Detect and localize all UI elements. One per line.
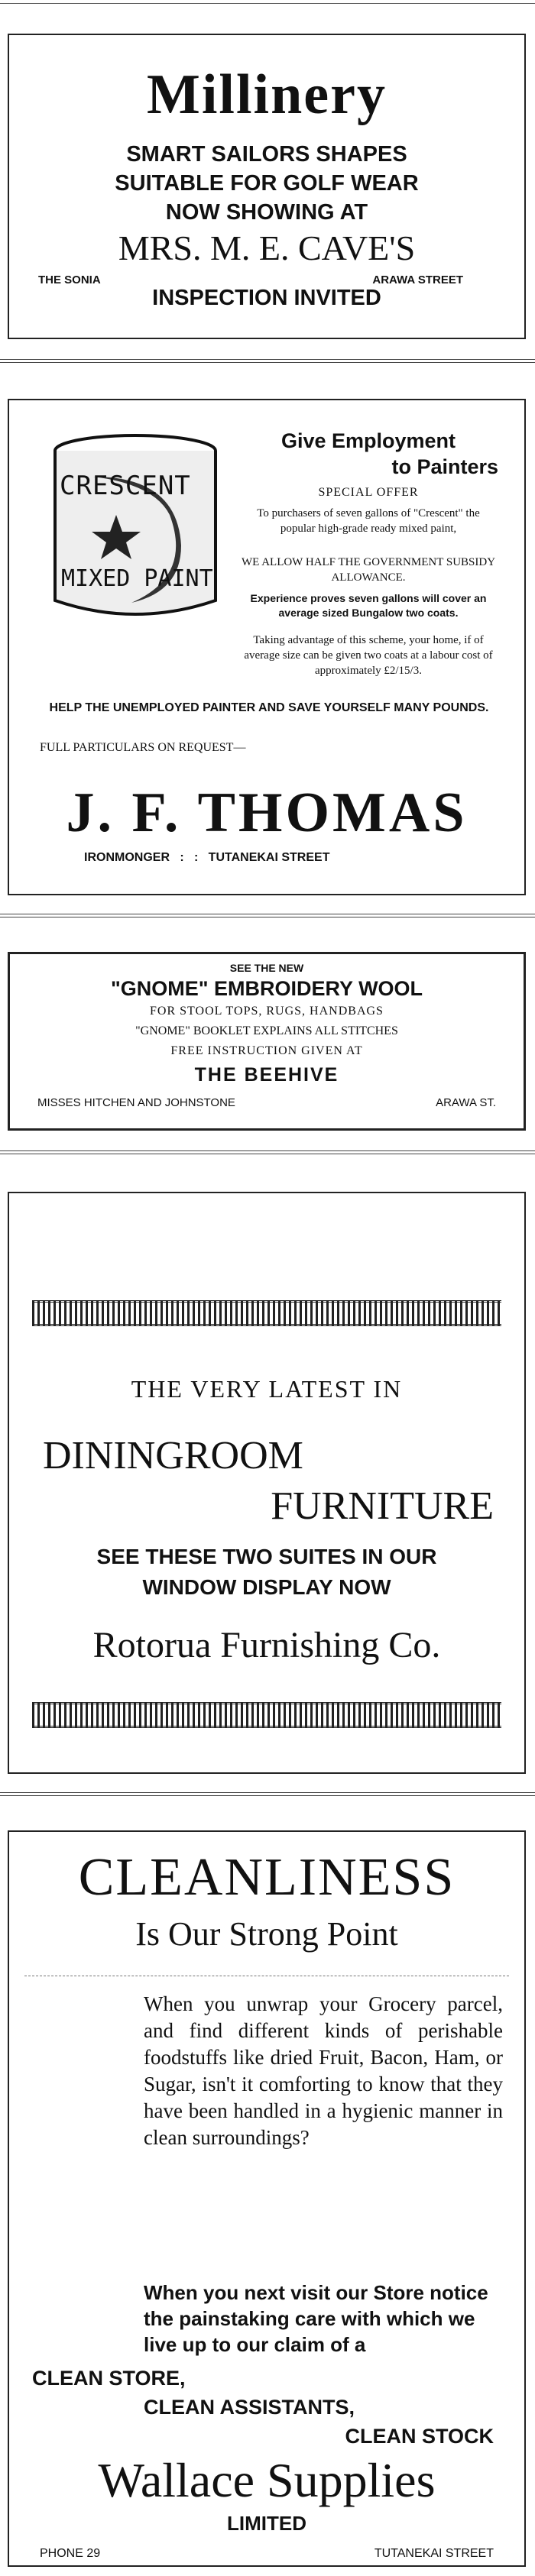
claim-2: CLEAN ASSISTANTS, xyxy=(144,2396,355,2419)
ad-line: FOR STOOL TOPS, RUGS, HANDBAGS xyxy=(150,1005,384,1018)
paint-ad xyxy=(8,399,526,895)
trade-line: IRONMONGER : : TUTANEKAI STREET xyxy=(84,851,330,864)
decorative-border-bottom xyxy=(32,1702,501,1728)
paint-can-image xyxy=(47,431,223,622)
offer-text: Experience proves seven gallons will cover an average sized Bungalow two coats. xyxy=(250,592,487,619)
top-rule xyxy=(0,3,535,4)
grocery-ad xyxy=(8,1830,526,2567)
separator xyxy=(0,359,535,363)
ad-title: Millinery xyxy=(147,63,387,126)
ad-line: SEE THE NEW xyxy=(229,962,304,974)
ad-line: WINDOW DISPLAY NOW xyxy=(142,1575,391,1599)
shop-name: THE BEEHIVE xyxy=(194,1064,339,1086)
millinery-ad xyxy=(8,34,526,339)
left-note: THE SONIA xyxy=(38,273,101,286)
separator xyxy=(0,1150,535,1154)
decorative-border-top xyxy=(32,1300,501,1326)
offer-text: WE ALLOW HALF THE GOVERNMENT SUBSIDY ALLOWANCE. xyxy=(241,556,496,584)
claim-text: When you next visit our Store notice the painstaking care with which we live up to our claim of a xyxy=(144,2281,488,2356)
ad-footer: INSPECTION INVITED xyxy=(152,286,381,310)
ad-line: SMART SAILORS SHAPES xyxy=(126,142,407,167)
shop-name: MRS. M. E. CAVE'S xyxy=(118,228,416,267)
street: TUTANEKAI STREET xyxy=(374,2547,494,2560)
offer-label: SPECIAL OFFER xyxy=(318,486,419,499)
ad-line: SUITABLE FOR GOLF WEAR xyxy=(115,171,419,196)
ad-line: FREE INSTRUCTION GIVEN AT xyxy=(170,1044,363,1057)
firm-suffix: LIMITED xyxy=(227,2512,306,2535)
phone: PHONE 29 xyxy=(40,2547,101,2560)
ad-headline: FURNITURE xyxy=(271,1484,494,1528)
claim-3: CLEAN STOCK xyxy=(345,2425,494,2448)
ad-line: "GNOME" BOOKLET EXPLAINS ALL STITCHES xyxy=(135,1024,398,1037)
street: ARAWA ST. xyxy=(436,1096,496,1109)
firm-name: Rotorua Furnishing Co. xyxy=(92,1625,441,1665)
separator xyxy=(0,1792,535,1796)
firm-name: J. F. THOMAS xyxy=(66,782,468,844)
can-label: MIXED PAINT xyxy=(61,565,213,592)
proprietors: MISSES HITCHEN AND JOHNSTONE xyxy=(37,1096,235,1109)
ad-line: THE VERY LATEST IN xyxy=(131,1375,403,1403)
firm-name: Wallace Supplies xyxy=(98,2453,436,2507)
particulars: FULL PARTICULARS ON REQUEST— xyxy=(40,741,246,754)
offer-text: To purchasers of seven gallons of "Crescent" the popular high-grade ready mixed paint, xyxy=(257,507,480,535)
furniture-ad xyxy=(8,1192,526,1774)
embroidery-ad xyxy=(8,952,526,1131)
offer-text: Taking advantage of this scheme, your home, if of average size can be given two coats at a labour cost of approximately £2/15/3. xyxy=(244,634,493,677)
ad-headline: DININGROOM xyxy=(43,1434,303,1477)
claim-1: CLEAN STORE, xyxy=(32,2367,186,2390)
ad-headline: "GNOME" EMBROIDERY WOOL xyxy=(110,977,423,1000)
ad-line: NOW SHOWING AT xyxy=(165,200,368,225)
ad-subtitle: Is Our Strong Point xyxy=(135,1915,398,1953)
heading: to Painters xyxy=(391,455,498,478)
ad-line: SEE THESE TWO SUITES IN OUR xyxy=(96,1545,437,1568)
body-text: When you unwrap your Grocery parcel, and find different kinds of perishable foodstuffs like dried Fruit, Bacon, Ham, or Sugar, isn't it comforting to know that they have been handled in a hygienic manner in clean surroundings? xyxy=(144,1992,503,2149)
right-note: ARAWA STREET xyxy=(372,273,463,286)
can-brand: CRESCENT xyxy=(60,471,191,501)
heading: Give Employment xyxy=(280,429,456,452)
ad-title: CLEANLINESS xyxy=(78,1848,456,1907)
separator xyxy=(0,914,535,917)
help-line: HELP THE UNEMPLOYED PAINTER AND SAVE YOURSELF MANY POUNDS. xyxy=(49,701,489,714)
